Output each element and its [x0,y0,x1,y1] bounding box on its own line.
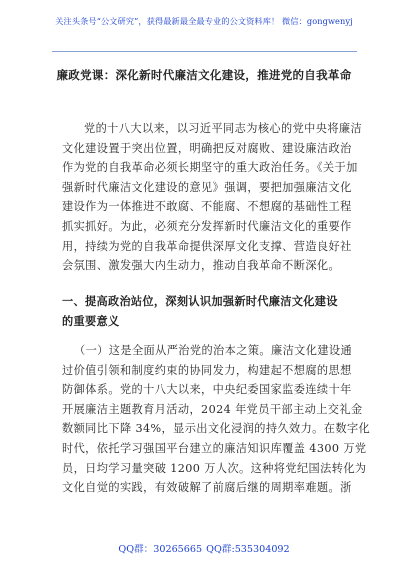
paragraph-line: 过价值引领和制度约束的协同发力，构建起不想腐的思想 [62,363,352,377]
intro-paragraph [62,119,363,276]
footer-contact: QQ群：30265665 QQ群:535304092 [118,544,290,555]
paragraph-line: 数额同比下降 34%，显示出文化浸润的持久效力。在数字化 [62,422,371,436]
header-banner: 关注头条号“公文研究”，获得最新最全最专业的公文资料库！ 微信：gongwenyj [55,16,353,26]
section-paragraph [62,341,371,498]
paragraph-line: 文化建设置于突出位置，明确把反对腐败、建设廉洁政治 [62,141,352,155]
section-heading [62,292,352,331]
paragraph-line: 开展廉洁主题教育月活动，2024 年党员干部主动上交礼金 [62,402,363,416]
paragraph-line: 强新时代廉洁文化建设的意见》强调，要把加强廉洁文化 [62,180,352,194]
paragraph-line: 员，日均学习量突破 1200 万人次。这种将党纪国法转化为 [62,461,367,475]
paragraph-line: 会氛围、激发强大内生动力，推动自我革命不断深化。 [62,259,341,273]
header-divider [52,51,357,52]
paragraph-line: 用，持续为党的自我革命提供深厚文化支撑、营造良好社 [62,239,352,253]
paragraph-line: 建设作为一体推进不敢腐、不能腐、不想腐的基础性工程 [62,200,352,214]
paragraph-line: 抓实抓好。为此，必须充分发挥新时代廉洁文化的重要作 [62,219,352,233]
paragraph-line: （一）这是全面从严治党的治本之策。廉洁文化建设通 [74,344,353,357]
paragraph-line: 时代，依托学习强国平台建立的廉洁知识库覆盖 4300 万党 [62,441,367,455]
paragraph-line: 文化自觉的实践，有效破解了前腐后继的周期率难题。浙 [62,481,352,495]
paragraph-line: 作为党的自我革命必须长期坚守的重大政治任务。《关于加 [62,161,358,175]
paragraph-line: 党的十八大以来，以习近平同志为核心的党中央将廉洁 [84,122,363,135]
document-title: 廉政党课：深化新时代廉洁文化建设，推进党的自我革命 [56,68,352,82]
heading-line: 的重要意义 [62,313,120,328]
paragraph-line: 防御体系。党的十八大以来，中央纪委国家监委连续十年 [62,383,352,397]
heading-line: 一、提高政治站位，深刻认识加强新时代廉洁文化建设 [62,294,338,308]
